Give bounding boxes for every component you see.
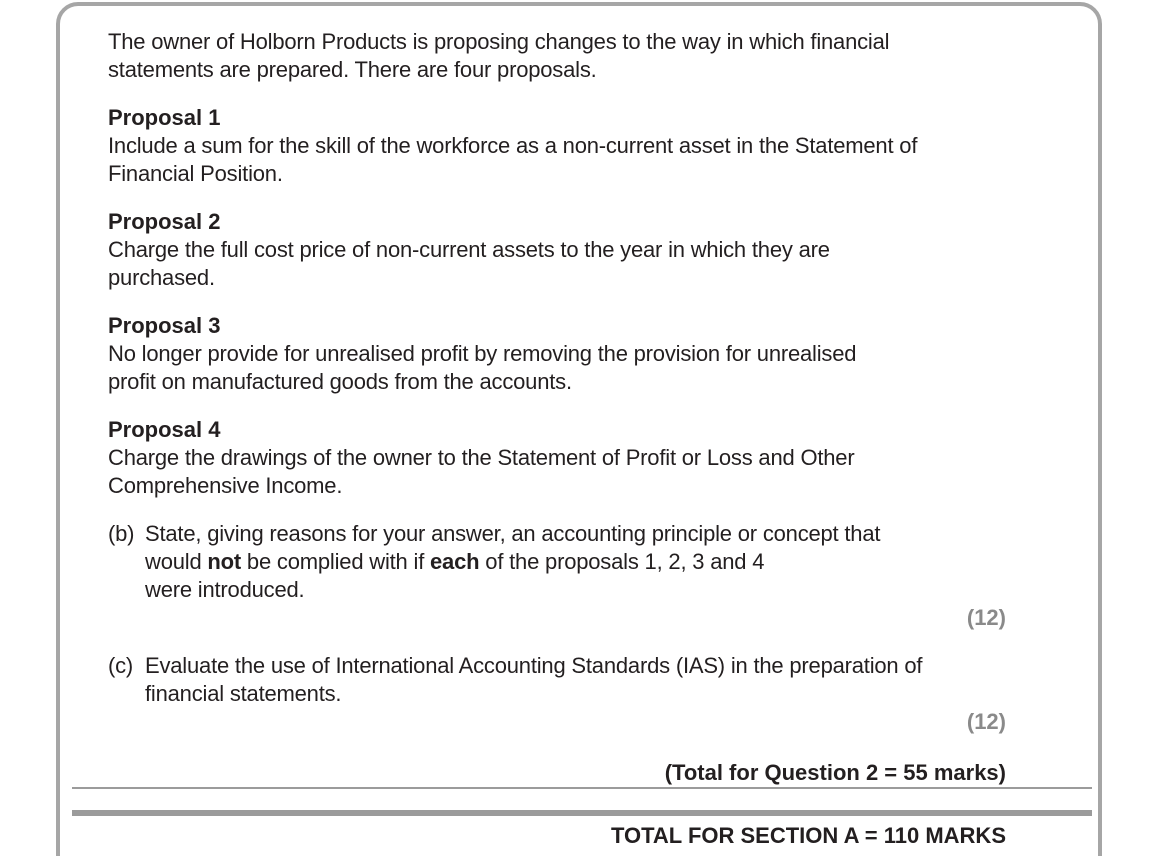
question-divider xyxy=(72,787,1092,789)
section-total: TOTAL FOR SECTION A = 110 MARKS xyxy=(610,823,1006,848)
part-b-line-1: State, giving reasons for your answer, an accounting principle or concept that xyxy=(145,521,881,546)
part-b-letter: (b) xyxy=(108,521,135,546)
intro-line-1: The owner of Holborn Products is proposing changes to the way in which financial xyxy=(108,29,890,54)
proposal-3-heading: Proposal 3 xyxy=(108,313,221,338)
proposal-2-line-2: purchased. xyxy=(108,265,215,290)
part-b-line-2 xyxy=(145,548,880,576)
part-b-emphasis-not: not xyxy=(207,549,242,574)
part-c-marks: (12) xyxy=(966,709,1006,734)
part-b-emphasis-each: each xyxy=(430,549,480,574)
proposal-3-line-1: No longer provide for unrealised profit by removing the provision for unrealised xyxy=(108,341,857,366)
proposal-1-line-2: Financial Position. xyxy=(108,161,283,186)
proposal-4-line-2: Comprehensive Income. xyxy=(108,473,343,498)
part-c-body xyxy=(145,652,922,708)
part-b-marks: (12) xyxy=(966,605,1006,630)
part-b-line-2-pre: would xyxy=(145,549,208,574)
proposal-1-line-1: Include a sum for the skill of the workforce as a non-current asset in the Statement of xyxy=(108,133,918,158)
part-b-line-2-mid: be complied with if xyxy=(241,549,431,574)
part-b-line-3: were introduced. xyxy=(145,577,305,602)
proposal-2-heading: Proposal 2 xyxy=(108,209,221,234)
part-c-letter: (c) xyxy=(108,653,134,678)
part-c-line-1: Evaluate the use of International Accounting Standards (IAS) in the preparation of xyxy=(145,653,923,678)
section-divider xyxy=(72,810,1092,816)
proposal-1-heading: Proposal 1 xyxy=(108,105,221,130)
part-b-body xyxy=(145,520,880,604)
proposal-4-heading: Proposal 4 xyxy=(108,417,221,442)
part-c-line-2: financial statements. xyxy=(145,681,342,706)
part-b-line-2-post: of the proposals 1, 2, 3 and 4 xyxy=(479,549,765,574)
proposal-3-line-2: profit on manufactured goods from the accounts. xyxy=(108,369,572,394)
proposal-4-line-1: Charge the drawings of the owner to the Statement of Profit or Loss and Other xyxy=(108,445,855,470)
proposal-2-line-1: Charge the full cost price of non-current assets to the year in which they are xyxy=(108,237,830,262)
question-total: (Total for Question 2 = 55 marks) xyxy=(664,760,1006,785)
intro-line-2: statements are prepared. There are four proposals. xyxy=(108,57,597,82)
